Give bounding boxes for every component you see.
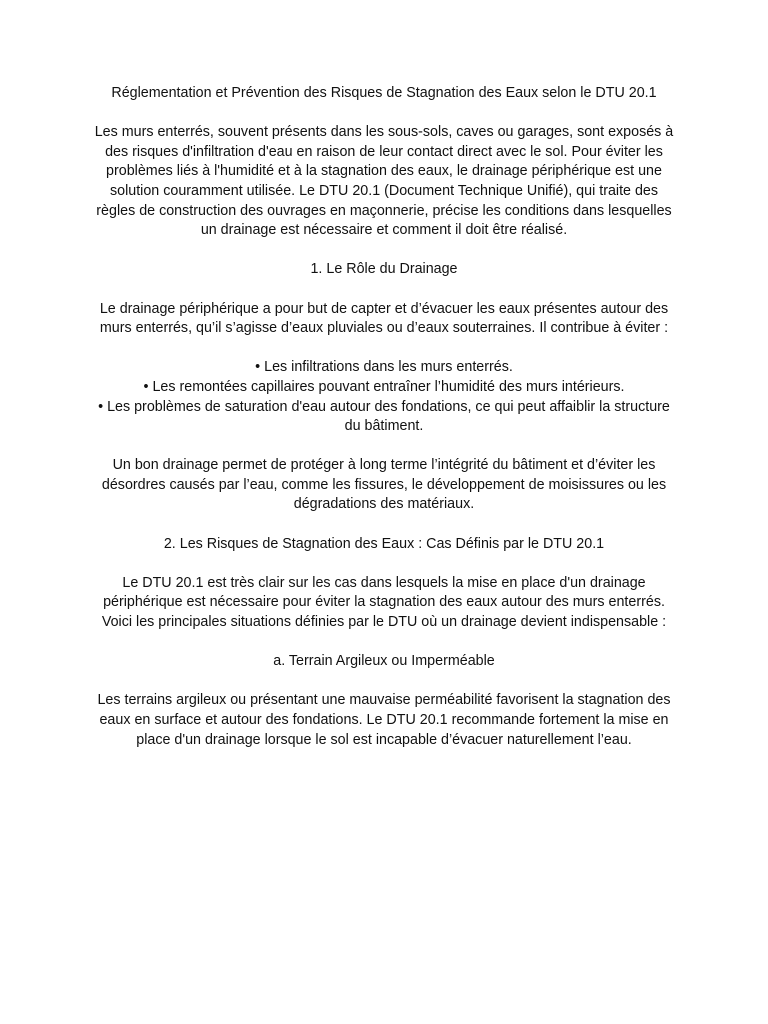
subsection-a-paragraph: Les terrains argileux ou présentant une mauvaise perméabilité favorisent la stagnation des eaux en surface et autour des fondations. Le DTU 20.1 recommande fortement la mise en place d'un drainage lorsque le sol est incapable d’évacuer naturellement l’eau. <box>97 692 671 748</box>
section-2-paragraph: Le DTU 20.1 est très clair sur les cas dans lesquels la mise en place d'un drainage périphérique est nécessaire pour éviter la stagnation des eaux autour des murs enterrés. Voici les principales situations définies par le DTU où un drainage devient indispensable : <box>101 574 667 631</box>
section-1-bullet-list <box>90 358 678 436</box>
section-2-heading: 2. Les Risques de Stagnation des Eaux : Cas Définis par le DTU 20.1 <box>163 535 605 552</box>
section-1-conclusion: Un bon drainage permet de protéger à long terme l’intégrité du bâtiment et d’éviter les désordres causés par l’eau, comme les fissures, le développement de moisissures ou les dégradations des matériaux. <box>101 457 667 513</box>
document-body <box>90 84 678 770</box>
section-1-paragraph: Le drainage périphérique a pour but de capter et d’évacuer les eaux présentes autour des murs enterrés, qu’il s’agisse d’eaux pluviales ou d’eaux souterraines. Il contribue à éviter : <box>99 300 669 337</box>
intro-paragraph: Les murs enterrés, souvent présents dans les sous-sols, caves ou garages, sont exposés à des risques d'infiltration d'eau en raison de leur contact direct avec le sol. Pour éviter les problèmes liés à l'humidité et à la stagnation des eaux, le drainage périphérique est une solution couramment utilisée. Le DTU 20.1 (Document Technique Unifié), qui traite des règles de construction des ouvrages en maçonnerie, précise les conditions dans lesquelles un drainage est nécessaire et comment il doit être réalisé. <box>94 124 674 239</box>
bullet-item-infiltrations: • Les infiltrations dans les murs enterrés. <box>255 359 513 376</box>
document-title: Réglementation et Prévention des Risques de Stagnation des Eaux selon le DTU 20.1 <box>111 85 657 101</box>
bullet-item-saturation: • Les problèmes de saturation d'eau autour des fondations, ce qui peut affaiblir la structure du bâtiment. <box>98 398 670 435</box>
section-1-heading: 1. Le Rôle du Drainage <box>310 261 458 278</box>
subsection-a-heading: a. Terrain Argileux ou Imperméable <box>273 653 495 670</box>
bullet-item-capillary: • Les remontées capillaires pouvant entraîner l’humidité des murs intérieurs. <box>143 378 625 395</box>
